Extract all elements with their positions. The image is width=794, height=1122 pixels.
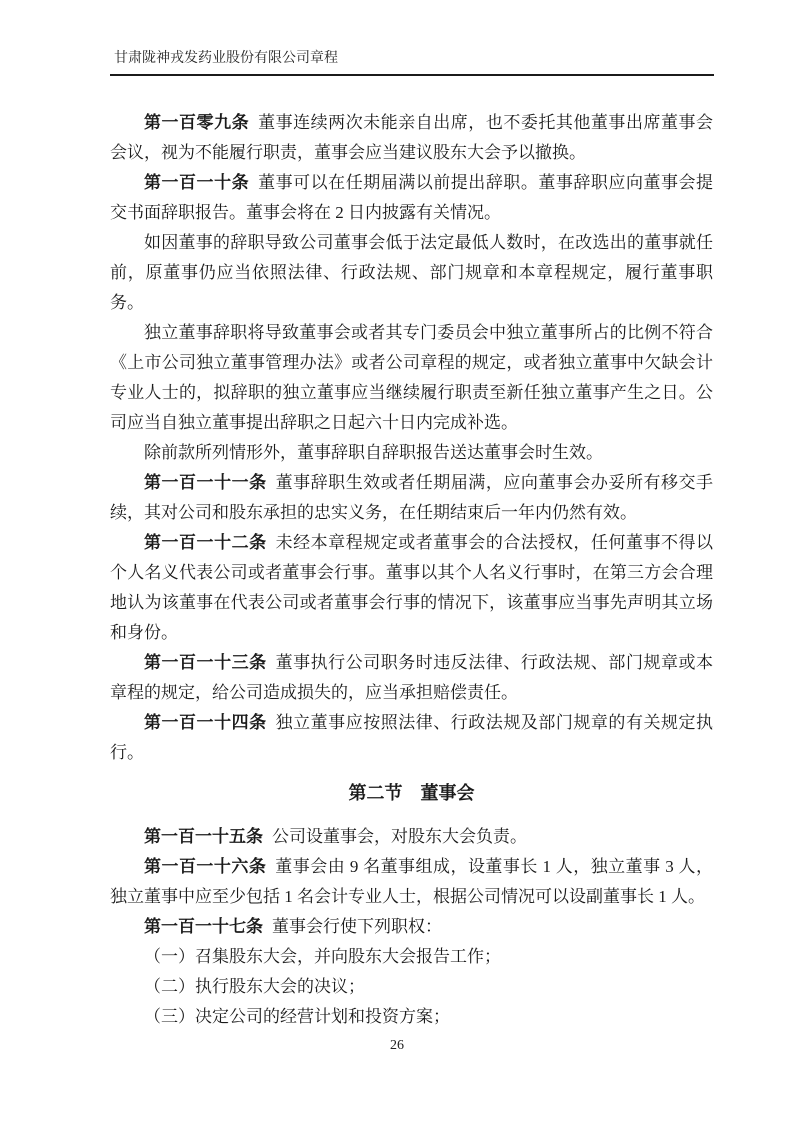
- article-text: 董事执行公司职务时违反法律、行政法规、部门规章或本章程的规定，给公司造成损失的，应当承担赔偿责任。: [110, 653, 714, 702]
- article-text: 董事辞职生效或者任期届满，应向董事会办妥所有移交手续，其对公司和股东承担的忠实义务，在任期结束后一年内仍然有效。: [110, 473, 714, 522]
- article-paragraph: [110, 228, 713, 318]
- article-paragraph: [110, 318, 713, 438]
- header-title: 甘肃陇神戎发药业股份有限公司章程: [110, 50, 714, 76]
- article-number: 第一百一十五条: [144, 827, 263, 846]
- section-heading: 第二节 董事会: [348, 783, 475, 803]
- list-item: [110, 972, 713, 1002]
- article-paragraph: [110, 822, 713, 852]
- article-number: 第一百一十条: [144, 173, 250, 192]
- article-paragraph: [110, 852, 713, 912]
- list-item-text: （二）执行股东大会的决议；: [144, 977, 365, 996]
- article-number: 第一百零九条: [144, 113, 250, 132]
- article-paragraph: [110, 708, 713, 768]
- page-number: 26: [390, 1038, 404, 1053]
- article-text: 董事会由 9 名董事组成，设董事长 1 人，独立董事 3 人，独立董事中应至少包括 1 名会计专业人士，根据公司情况可以设副董事长 1 人。: [110, 857, 714, 906]
- article-paragraph: [110, 648, 713, 708]
- article-number: 第一百一十二条: [144, 533, 267, 552]
- article-text: 独立董事辞职将导致董事会或者其专门委员会中独立董事所占的比例不符合《上市公司独立董事管理办法》或者公司章程的规定，或者独立董事中欠缺会计专业人士的，拟辞职的独立董事应当继续履行职责至新任独立董事产生之日。公司应当自独立董事提出辞职之日起六十日内完成补选。: [110, 323, 713, 432]
- article-text: 未经本章程规定或者董事会的合法授权，任何董事不得以个人名义代表公司或者董事会行事。董事以其个人名义行事时，在第三方会合理地认为该董事在代表公司或者董事会行事的情况下，该董事应当事先声明其立场和身份。: [110, 533, 714, 642]
- article-text: 如因董事的辞职导致公司董事会低于法定最低人数时，在改选出的董事就任前，原董事仍应当依照法律、行政法规、部门规章和本章程规定，履行董事职务。: [110, 233, 713, 312]
- document-content: [110, 108, 713, 1032]
- article-number: 第一百一十七条: [144, 917, 263, 936]
- article-text: 董事可以在任期届满以前提出辞职。董事辞职应向董事会提交书面辞职报告。董事会将在 2 日内披露有关情况。: [110, 173, 714, 222]
- page-header: [110, 0, 714, 76]
- article-number: 第一百一十一条: [144, 473, 267, 492]
- list-item: [110, 942, 713, 972]
- list-item: [110, 1002, 713, 1032]
- article-paragraph: [110, 912, 713, 942]
- article-text: 独立董事应按照法律、行政法规及部门规章的有关规定执行。: [110, 713, 714, 762]
- article-paragraph: [110, 108, 713, 168]
- article-paragraph: [110, 438, 713, 468]
- list-item-text: （一）召集股东大会，并向股东大会报告工作；: [144, 947, 501, 966]
- article-number: 第一百一十六条: [144, 857, 267, 876]
- article-text: 董事连续两次未能亲自出席，也不委托其他董事出席董事会会议，视为不能履行职责，董事会应当建议股东大会予以撤换。: [110, 113, 714, 162]
- list-item-text: （三）决定公司的经营计划和投资方案；: [144, 1007, 450, 1026]
- article-text: 公司设董事会，对股东大会负责。: [272, 827, 527, 846]
- article-paragraph: [110, 468, 713, 528]
- article-number: 第一百一十三条: [144, 653, 267, 672]
- article-number: 第一百一十四条: [144, 713, 267, 732]
- article-text: 除前款所列情形外，董事辞职自辞职报告送达董事会时生效。: [144, 443, 603, 462]
- article-paragraph: [110, 168, 713, 228]
- article-text: 董事会行使下列职权：: [272, 917, 442, 936]
- article-paragraph: [110, 528, 713, 648]
